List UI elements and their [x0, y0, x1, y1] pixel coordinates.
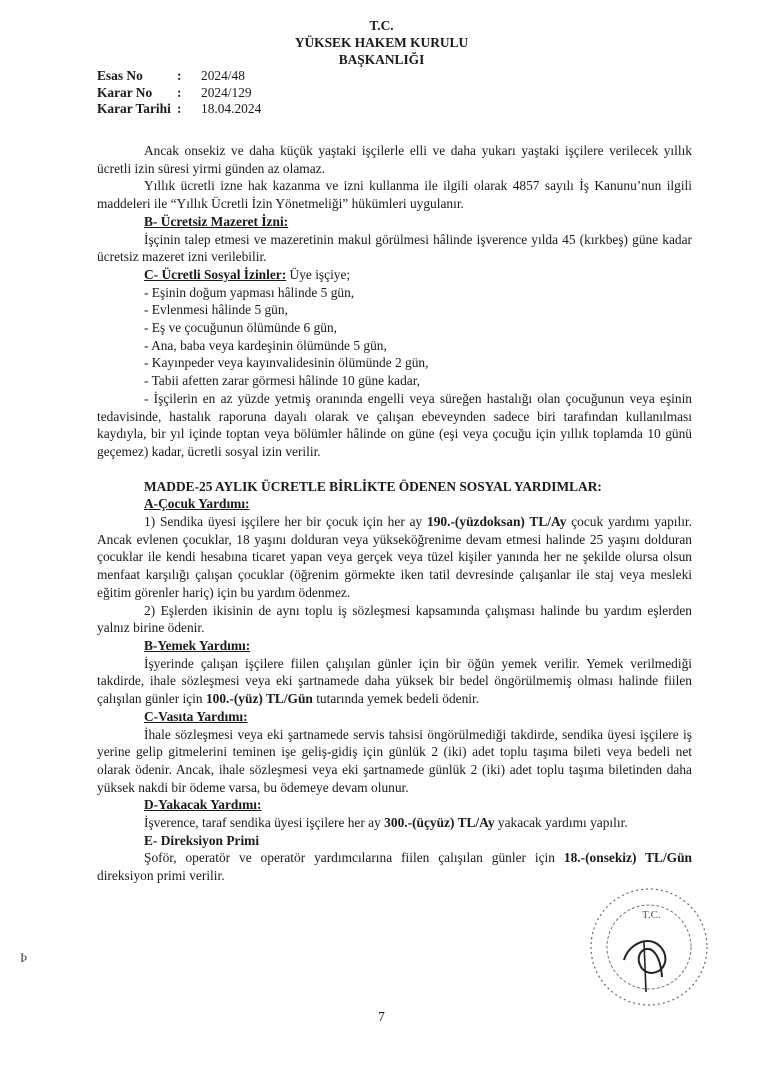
stamp-text: T.C. [642, 909, 661, 921]
section-heading: C-Vasıta Yardımı: [144, 708, 248, 724]
case-info-value: 2024/48 [201, 68, 245, 83]
section-heading: E- Direksiyon Primi [144, 832, 260, 848]
text-run: İşverence, taraf sendika üyesi işçilere her ay [144, 815, 385, 831]
paragraph: Ancak onsekiz ve daha küçük yaştaki işçilerle elli ve daha yukarı yaştaki işçilere verilecek yıllık ücretli izin süresi yirmi günden az olamaz. [97, 143, 692, 176]
list-item: - İşçilerin en az yüzde yetmiş oranında engelli veya süreğen hastalığı olan çocuğunun veya eşinin tedavisinde, hastalık raporuna dayalı olarak ve çalışan ebeveynden sadece biri tarafından kullanılması kaydıyla, bir yıl içinde toptan veya bölümler hâlinde on güne (eşi veya çocuğu için yıllık toplamda 10 günü geçemez) kadar, ücretli sosyal izin verilir. [97, 390, 692, 459]
text-run: yakacak yardımı yapılır. [494, 815, 628, 831]
text-run: İşyerinde çalışan işçilere fiilen çalışılan günler için bir öğün yemek verilir. Yemek verilmediği takdirde, ihale sözleşmesi veya eki şartnamede daha yüksek bir bedel öngörülmemiş olması halinde fiilen çalışılan günler için [97, 655, 692, 707]
text-run: tutarında yemek bedeli ödenir. [312, 691, 480, 707]
text-run: 1) Sendika üyesi işçilere her bir çocuk için her ay [144, 514, 428, 530]
text-run: Şoför, operatör ve operatör yardımcılarına fiilen çalışılan günler için [144, 850, 564, 866]
text-run: direksiyon primi verilir. [97, 868, 225, 884]
paragraph: Yıllık ücretli izne hak kazanma ve izni kullanma ile ilgili olarak 4857 sayılı İş Kanunu’nun ilgili maddeleri ile “Yıllık Ücretli İzin Yönetmeliği” hükümleri uygulanır. [97, 178, 692, 212]
case-info-label: Esas No [97, 68, 143, 83]
amount: 300.-(üçyüz) TL/Ay [384, 815, 495, 831]
case-info-value: 2024/129 [201, 84, 252, 100]
case-info-sep: : [177, 84, 182, 100]
case-info-row [97, 68, 261, 85]
section-heading: C- Ücretli Sosyal İzinler: [144, 266, 287, 282]
amount: 190.-(yüzdoksan) TL/Ay [427, 514, 567, 530]
case-info-row [97, 85, 261, 102]
amount: 100.-(yüz) TL/Gün [205, 691, 313, 707]
paragraph [97, 655, 692, 708]
article-heading: MADDE-25 AYLIK ÜCRETLE BİRLİKTE ÖDENEN SOSYAL YARDIMLAR: [144, 478, 602, 494]
case-info-label: Karar No [97, 84, 153, 100]
list-item: - Tabii afetten zarar görmesi hâlinde 10 güne kadar, [144, 373, 421, 389]
case-info-value: 18.04.2024 [201, 101, 262, 116]
text-run: çocuk yardımı yapılır. Ancak evlenen çocuklar, 18 yaşını dolduran veya yükseköğrenime devam etmesi halinde 25 yaşını dolduran çocuklar ile kendi hesabına ticaret yapan veya gerçek veya tüzel kişiler yanında her ne şekilde olursa olsun menfaat karşılığı çalışan çocuklar (öğrenim görmekte iken tatil devresinde çalışanlar ile staj veya mesleki eğitim görenler hariç) için bu yardım ödenmez. [97, 514, 692, 600]
paragraph: İhale sözleşmesi veya eki şartnamede servis tahsisi öngörülmediği takdirde, sendika üyesi işçilere iş yerine gelip gitmelerini teminen işe geliş-gidiş için günlük 2 (iki) adet toplu taşıma bileti veya bedeli net olarak ödenir. Ancak, ihale sözleşmesi veya eki şartnamede günlük 2 (iki) adet toplu taşıma biletinden daha yüksek nakdi bir ödeme varsa, bu ödemeye devam olunur. [97, 726, 692, 795]
case-info-label: Karar Tarihi [97, 101, 171, 116]
amount: 18.-(onsekiz) TL/Gün [563, 850, 692, 866]
header-institution: YÜKSEK HAKEM KURULU [294, 35, 469, 50]
section-heading: B- Ücretsiz Mazeret İzni: [144, 213, 289, 229]
list-item: - Ana, baba veya kardeşinin ölümünde 5 gün, [144, 337, 387, 353]
official-stamp [584, 882, 714, 1012]
case-info-sep: : [177, 68, 182, 83]
section-heading: B-Yemek Yardımı: [144, 637, 251, 653]
paragraph: İşçinin talep etmesi ve mazeretinin makul görülmesi hâlinde işverence yılda 45 (kırkbeş) güne kadar ücretsiz mazeret izni verilebilir. [97, 231, 692, 265]
paragraph: 2) Eşlerden ikisinin de aynı toplu iş sözleşmesi kapsamında çalışması halinde bu yardım eşlerden yalnız birine ödenir. [97, 602, 692, 636]
section-heading: A-Çocuk Yardımı: [144, 496, 250, 512]
paragraph [97, 849, 692, 884]
section-intro: Üye işçiye; [286, 266, 351, 282]
list-item: - Eşinin doğum yapması hâlinde 5 gün, [144, 284, 355, 300]
section-heading: D-Yakacak Yardımı: [144, 797, 262, 813]
header-office: BAŞKANLIĞI [338, 52, 425, 67]
paragraph [97, 814, 692, 832]
document-header [0, 17, 763, 68]
page-number: 7 [378, 1009, 385, 1024]
margin-mark: Þ [20, 950, 28, 965]
list-item: - Evlenmesi hâlinde 5 gün, [144, 302, 288, 318]
header-tc: T.C. [369, 18, 394, 33]
section-heading-line [97, 266, 692, 284]
case-info [97, 68, 261, 118]
case-info-row [97, 101, 261, 118]
document-body [97, 142, 692, 885]
list-item: - Eş ve çocuğunun ölümünde 6 gün, [144, 320, 338, 336]
list-item: - Kayınpeder veya kayınvalidesinin ölümünde 2 gün, [144, 355, 429, 371]
case-info-sep: : [177, 101, 182, 116]
paragraph [97, 513, 692, 602]
